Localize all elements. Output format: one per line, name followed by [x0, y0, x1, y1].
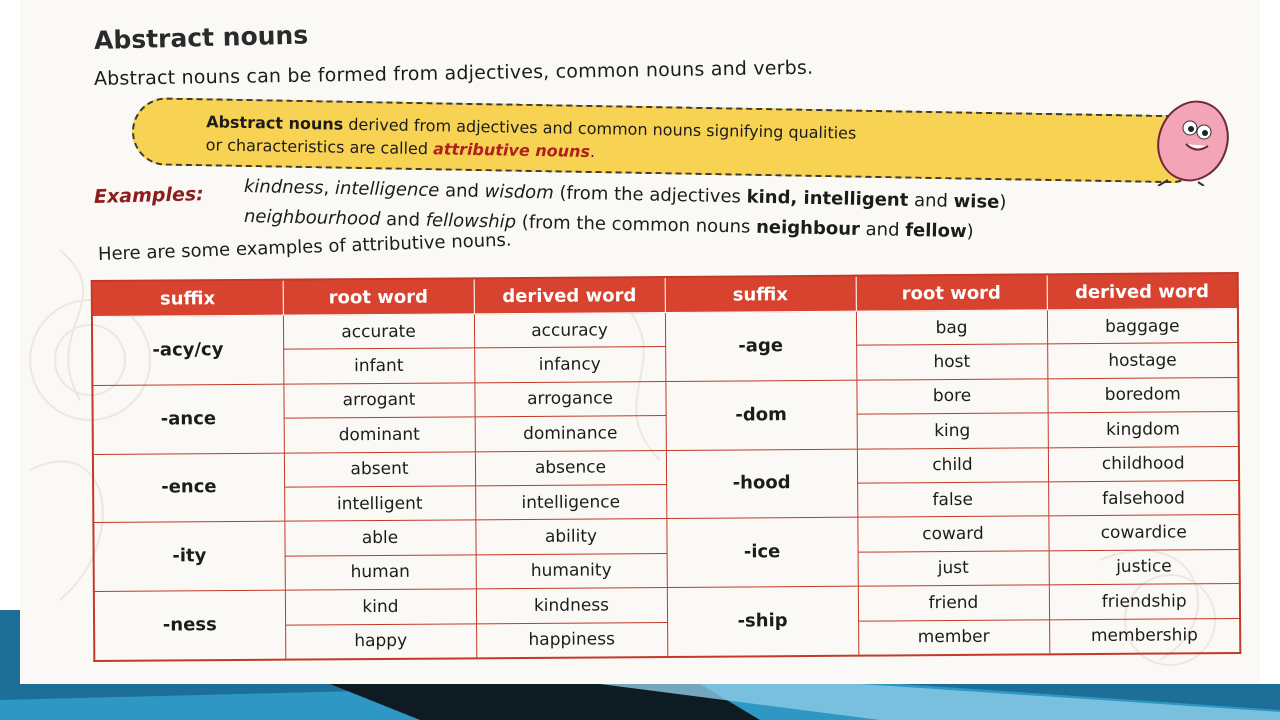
derived-word-cell: boredom — [1047, 377, 1238, 413]
root-word-cell: coward — [857, 516, 1048, 552]
root-word-cell: infant — [283, 348, 474, 384]
suffix-cell: -ness — [94, 590, 285, 661]
callout-text-1: derived from adjectives and common nouns signifying qualities — [343, 114, 857, 143]
root-word-cell: bore — [856, 379, 1047, 415]
intro-text: Abstract nouns can be formed from adjectives, common nouns and verbs. — [93, 56, 814, 90]
derived-word-cell: kindness — [476, 588, 667, 624]
root-word-cell: dominant — [284, 417, 475, 453]
suffix-cell: -ship — [667, 586, 858, 657]
page-title: Abstract nouns — [93, 20, 309, 55]
derived-word-cell: humanity — [476, 553, 667, 589]
derived-word-cell: dominance — [475, 416, 666, 452]
header-suffix: suffix — [92, 280, 283, 317]
suffix-cell: -hood — [666, 449, 857, 519]
example-word: neighbourhood — [243, 206, 381, 230]
derived-word-cell: childhood — [1048, 446, 1239, 482]
root-word-cell: false — [857, 482, 1048, 518]
root-word-cell: bag — [856, 310, 1047, 346]
example-word: intelligence — [334, 177, 440, 202]
header-root-word: root word — [283, 278, 474, 315]
example-sep: ) — [999, 191, 1007, 213]
derived-word-cell: membership — [1049, 618, 1240, 654]
example-source: kind, intelligent — [746, 186, 909, 211]
callout-lead: Abstract nouns — [206, 112, 344, 134]
suffix-cell: -ice — [666, 518, 857, 588]
callout-text — [206, 110, 857, 167]
derived-word-cell: accuracy — [474, 313, 665, 349]
suffix-cell: -dom — [665, 380, 856, 450]
derived-word-cell: baggage — [1047, 309, 1238, 345]
suffix-cell: -ity — [93, 522, 284, 592]
suffix-cell: -ence — [93, 453, 284, 523]
example-sep: (from the common nouns — [515, 211, 757, 238]
example-sep: (from the adjectives — [553, 182, 747, 208]
suffix-cell: -acy/cy — [92, 315, 283, 385]
root-word-cell: child — [857, 447, 1048, 483]
root-word-cell: happy — [285, 623, 476, 659]
example-source: fellow — [904, 219, 967, 243]
root-word-cell: member — [858, 619, 1049, 655]
header-root-word: root word — [856, 274, 1047, 311]
derived-word-cell: falsehood — [1048, 480, 1239, 516]
root-word-cell: just — [858, 551, 1049, 587]
example-sep: and — [439, 180, 485, 203]
example-sep: ) — [966, 221, 974, 243]
derived-word-cell: ability — [475, 519, 666, 555]
header-derived-word: derived word — [474, 277, 665, 314]
root-word-cell: human — [285, 555, 476, 591]
example-sep: , — [323, 177, 336, 199]
derived-word-cell: kingdom — [1048, 412, 1239, 448]
example-source: neighbour — [755, 216, 861, 240]
derived-word-cell: absence — [475, 450, 666, 486]
derived-word-cell: cowardice — [1048, 515, 1239, 551]
example-sep: and — [380, 208, 426, 231]
header-derived-word: derived word — [1047, 273, 1238, 310]
root-word-cell: intelligent — [284, 486, 475, 522]
example-word: fellowship — [425, 209, 517, 233]
suffix-cell: -age — [665, 311, 856, 381]
example-sep: and — [859, 218, 906, 241]
textbook-page — [20, 0, 1260, 684]
root-word-cell: host — [856, 344, 1047, 380]
suffix-cell: -ance — [92, 384, 283, 454]
mascot-illustration — [1138, 96, 1238, 186]
callout-end: . — [589, 141, 596, 162]
header-suffix: suffix — [665, 276, 856, 313]
root-word-cell: able — [284, 520, 475, 556]
example-word: wisdom — [484, 181, 554, 204]
slide-bottom-accent-bar — [0, 600, 1280, 720]
example-word: kindness — [243, 176, 324, 199]
examples-label: Examples: — [93, 183, 205, 208]
callout-text-2: or characteristics are called — [205, 135, 434, 159]
table-intro: Here are some examples of attributive nouns. — [97, 229, 512, 265]
root-word-cell: friend — [858, 585, 1049, 621]
derived-word-cell: friendship — [1049, 584, 1240, 620]
derived-word-cell: hostage — [1047, 343, 1238, 379]
derived-word-cell: justice — [1049, 549, 1240, 585]
root-word-cell: absent — [284, 451, 475, 487]
root-word-cell: accurate — [283, 314, 474, 350]
derived-word-cell: happiness — [476, 622, 667, 658]
derived-word-cell: infancy — [474, 347, 665, 383]
example-source: wise — [953, 190, 1000, 213]
root-word-cell: king — [857, 413, 1048, 449]
root-word-cell: arrogant — [283, 383, 474, 419]
callout-highlight: attributive nouns — [432, 139, 591, 161]
example-sep: and — [908, 189, 954, 212]
derived-word-cell: intelligence — [475, 484, 666, 520]
derived-word-cell: arrogance — [474, 381, 665, 417]
root-word-cell: kind — [285, 589, 476, 625]
